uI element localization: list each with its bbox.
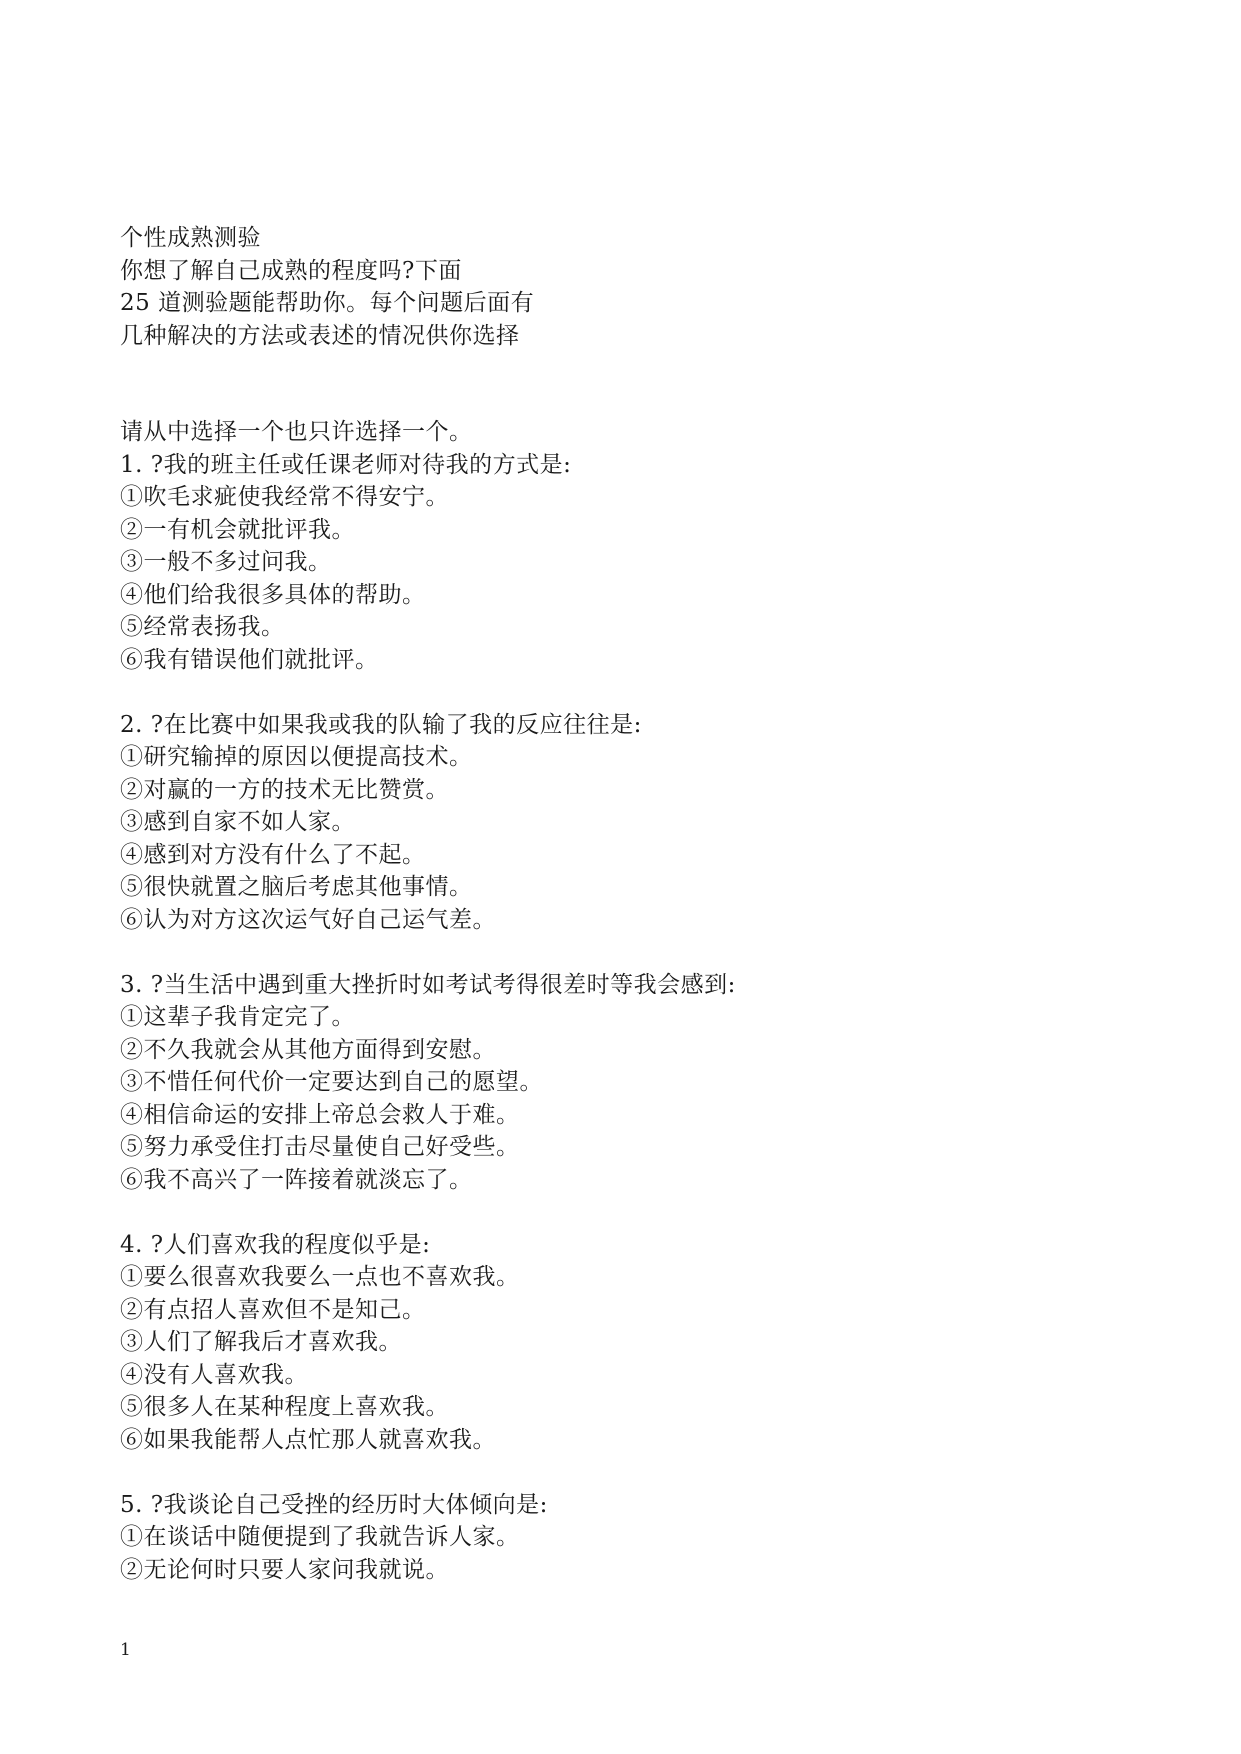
- document-title: 个性成熟测验: [120, 225, 261, 251]
- paragraph-gap: [120, 1196, 1120, 1229]
- question-text: 5. ?我谈论自己受挫的经历时大体倾向是:: [120, 1491, 548, 1518]
- intro-line: 几种解决的方法或表述的情况供你选择: [120, 322, 520, 349]
- option-item: ②不久我就会从其他方面得到安慰。: [120, 1036, 496, 1063]
- option-item: ④相信命运的安排上帝总会救人于难。: [120, 1101, 520, 1128]
- question-2: [120, 709, 1120, 937]
- option-item: ⑥认为对方这次运气好自己运气差。: [120, 906, 496, 933]
- question-3: [120, 969, 1120, 1197]
- question-4: [120, 1229, 1120, 1457]
- option-item: ②无论何时只要人家问我就说。: [120, 1556, 449, 1583]
- question-text: 3. ?当生活中遇到重大挫折时如考试考得很差时等我会感到:: [120, 971, 736, 998]
- option-item: ②对赢的一方的技术无比赞赏。: [120, 776, 449, 803]
- option-item: ④没有人喜欢我。: [120, 1361, 308, 1388]
- question-text: 1. ?我的班主任或任课老师对待我的方式是:: [120, 451, 572, 478]
- option-item: ④感到对方没有什么了不起。: [120, 841, 426, 868]
- option-item: ①要么很喜欢我要么一点也不喜欢我。: [120, 1264, 520, 1290]
- paragraph-gap: [120, 936, 1120, 969]
- option-item: ③一般不多过问我。: [120, 549, 332, 575]
- option-item: ③不惜任何代价一定要达到自己的愿望。: [120, 1069, 543, 1095]
- option-item: ①在谈话中随便提到了我就告诉人家。: [120, 1524, 520, 1550]
- option-item: ②有点招人喜欢但不是知己。: [120, 1296, 426, 1323]
- option-item: ⑥我不高兴了一阵接着就淡忘了。: [120, 1166, 473, 1193]
- page-number: 1: [120, 1640, 131, 1660]
- option-item: ⑥如果我能帮人点忙那人就喜欢我。: [120, 1426, 496, 1453]
- paragraph-gap: [120, 1456, 1120, 1489]
- option-item: ②一有机会就批评我。: [120, 516, 355, 543]
- option-item: ①这辈子我肯定完了。: [120, 1004, 355, 1030]
- intro-line: 你想了解自己成熟的程度吗?下面: [120, 257, 462, 284]
- option-item: ⑤很多人在某种程度上喜欢我。: [120, 1394, 449, 1420]
- intro-line: 25 道测验题能帮助你。每个问题后面有: [120, 290, 535, 316]
- option-item: ④他们给我很多具体的帮助。: [120, 581, 426, 608]
- option-item: ①吹毛求疵使我经常不得安宁。: [120, 484, 449, 510]
- content-block: [120, 416, 1120, 1586]
- intro-block: [120, 222, 1120, 352]
- option-item: ⑤经常表扬我。: [120, 614, 285, 640]
- question-text: 2. ?在比赛中如果我或我的队输了我的反应往往是:: [120, 711, 642, 738]
- option-item: ③人们了解我后才喜欢我。: [120, 1329, 402, 1355]
- option-item: ⑥我有错误他们就批评。: [120, 646, 379, 673]
- question-text: 4. ?人们喜欢我的程度似乎是:: [120, 1231, 431, 1258]
- option-item: ⑤很快就置之脑后考虑其他事情。: [120, 874, 473, 900]
- option-item: ①研究输掉的原因以便提高技术。: [120, 744, 473, 770]
- question-1: [120, 449, 1120, 677]
- option-item: ③感到自家不如人家。: [120, 809, 355, 835]
- option-item: ⑤努力承受住打击尽量使自己好受些。: [120, 1134, 520, 1160]
- paragraph-gap: [120, 676, 1120, 709]
- instruction-text: 请从中选择一个也只许选择一个。: [120, 419, 473, 445]
- question-5: [120, 1489, 1120, 1587]
